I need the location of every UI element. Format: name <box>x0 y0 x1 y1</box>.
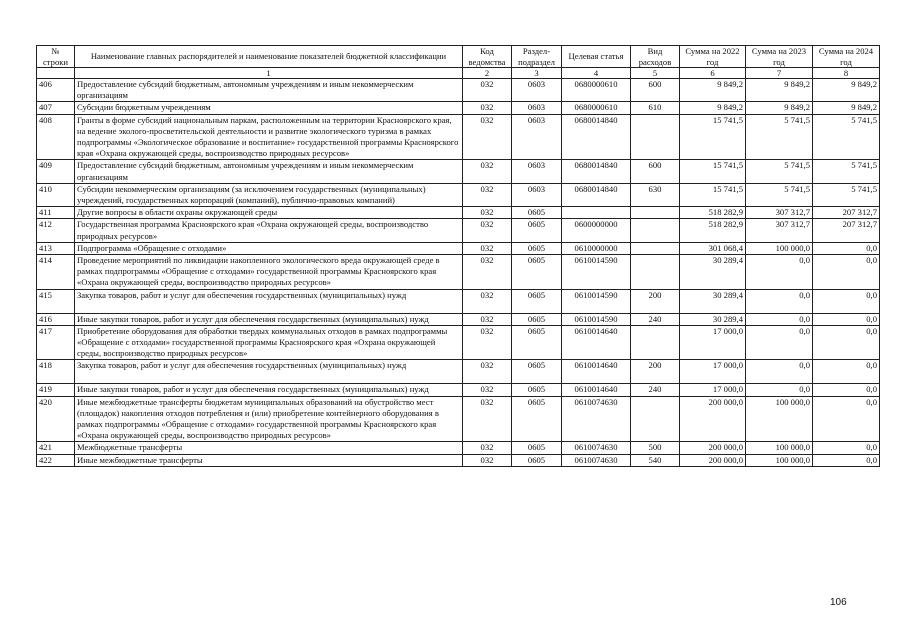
row-sum-2022: 9 849,2 <box>680 102 746 114</box>
column-number-row <box>37 68 880 79</box>
table-row <box>37 396 880 442</box>
page-number: 106 <box>830 597 847 608</box>
row-dept-code: 032 <box>463 325 512 360</box>
row-sum-2024: 0,0 <box>813 313 880 325</box>
row-name: Государственная программа Красноярского края «Охрана окружающей среды, воспроизводство природных ресурсов» <box>75 219 463 242</box>
row-sum-2024: 9 849,2 <box>813 102 880 114</box>
row-name: Закупка товаров, работ и услуг для обеспечения государственных (муниципальных) нужд <box>75 360 463 384</box>
column-number: 1 <box>75 68 463 79</box>
row-sum-2023: 100 000,0 <box>746 454 813 466</box>
row-dept-code: 032 <box>463 207 512 219</box>
table-row <box>37 114 880 160</box>
row-sum-2024: 207 312,7 <box>813 219 880 242</box>
row-exp-type: 200 <box>631 360 680 384</box>
row-dept-code: 032 <box>463 183 512 206</box>
row-sum-2024: 0,0 <box>813 289 880 313</box>
row-target: 0610014640 <box>562 360 631 384</box>
table-row <box>37 183 880 206</box>
table-row <box>37 219 880 242</box>
row-exp-type <box>631 207 680 219</box>
row-number: 412 <box>37 219 75 242</box>
row-number: 417 <box>37 325 75 360</box>
row-sum-2023: 9 849,2 <box>746 102 813 114</box>
row-number: 420 <box>37 396 75 442</box>
row-section: 0603 <box>512 79 562 102</box>
row-target: 0680014840 <box>562 183 631 206</box>
row-name: Проведение мероприятий по ликвидации накопленного экологического вреда окружающей среде в рамках подпрограммы «Обращение с отходами» государственной программы Красноярского края «Охрана окружающей среды, воспроизводство природных ресурсов» <box>75 255 463 290</box>
row-sum-2022: 200 000,0 <box>680 454 746 466</box>
row-sum-2022: 17 000,0 <box>680 384 746 396</box>
row-dept-code: 032 <box>463 219 512 242</box>
row-dept-code: 032 <box>463 289 512 313</box>
row-sum-2022: 15 741,5 <box>680 183 746 206</box>
row-sum-2022: 30 289,4 <box>680 313 746 325</box>
row-dept-code: 032 <box>463 255 512 290</box>
row-sum-2022: 15 741,5 <box>680 114 746 160</box>
row-section: 0605 <box>512 313 562 325</box>
row-name: Предоставление субсидий бюджетным, автономным учреждениям и иным некоммерческим организациям <box>75 79 463 102</box>
row-dept-code: 032 <box>463 313 512 325</box>
row-sum-2023: 0,0 <box>746 289 813 313</box>
row-exp-type: 600 <box>631 79 680 102</box>
row-number: 419 <box>37 384 75 396</box>
column-number: 6 <box>680 68 746 79</box>
row-sum-2024: 0,0 <box>813 360 880 384</box>
column-number: 2 <box>463 68 512 79</box>
row-number: 413 <box>37 242 75 254</box>
row-target: 0600000000 <box>562 219 631 242</box>
row-name: Подпрограмма «Обращение с отходами» <box>75 242 463 254</box>
row-dept-code: 032 <box>463 360 512 384</box>
row-name: Гранты в форме субсидий национальным паркам, расположенным на территории Красноярского края, на ведение эколого-просветительской деятельности и развитие экологического туризма в рамках подпрограммы «Экологическое образование и воспитание» государственной программы Красноярского края «Охрана окружающей среды, воспроизводство природных ресурсов» <box>75 114 463 160</box>
row-sum-2024: 0,0 <box>813 442 880 454</box>
header-sum-2024: Сумма на 2024 год <box>813 46 880 68</box>
row-dept-code: 032 <box>463 396 512 442</box>
row-sum-2024: 5 741,5 <box>813 160 880 183</box>
table-row <box>37 289 880 313</box>
header-sum-2022: Сумма на 2022 год <box>680 46 746 68</box>
row-section: 0605 <box>512 360 562 384</box>
table-row <box>37 79 880 102</box>
row-sum-2022: 200 000,0 <box>680 396 746 442</box>
row-exp-type <box>631 396 680 442</box>
header-row-no: № строки <box>37 46 75 68</box>
header-section: Раздел-подраздел <box>512 46 562 68</box>
row-name: Иные межбюджетные трансферты <box>75 454 463 466</box>
row-number: 407 <box>37 102 75 114</box>
row-section: 0605 <box>512 454 562 466</box>
row-sum-2023: 0,0 <box>746 360 813 384</box>
row-number: 406 <box>37 79 75 102</box>
table-row <box>37 255 880 290</box>
row-name: Межбюджетные трансферты <box>75 442 463 454</box>
row-sum-2023: 0,0 <box>746 384 813 396</box>
table-row <box>37 102 880 114</box>
row-section: 0605 <box>512 325 562 360</box>
row-number: 411 <box>37 207 75 219</box>
row-section: 0605 <box>512 396 562 442</box>
row-target: 0610074630 <box>562 396 631 442</box>
row-exp-type <box>631 242 680 254</box>
row-section: 0605 <box>512 207 562 219</box>
row-sum-2022: 30 289,4 <box>680 255 746 290</box>
row-exp-type: 200 <box>631 289 680 313</box>
row-section: 0603 <box>512 160 562 183</box>
row-sum-2023: 0,0 <box>746 325 813 360</box>
row-sum-2022: 301 068,4 <box>680 242 746 254</box>
row-number: 409 <box>37 160 75 183</box>
row-target: 0610014590 <box>562 289 631 313</box>
row-exp-type: 610 <box>631 102 680 114</box>
column-number: 7 <box>746 68 813 79</box>
row-section: 0605 <box>512 242 562 254</box>
row-section: 0605 <box>512 384 562 396</box>
row-name: Закупка товаров, работ и услуг для обеспечения государственных (муниципальных) нужд <box>75 289 463 313</box>
row-sum-2024: 0,0 <box>813 396 880 442</box>
row-dept-code: 032 <box>463 102 512 114</box>
row-dept-code: 032 <box>463 160 512 183</box>
row-section: 0605 <box>512 442 562 454</box>
row-dept-code: 032 <box>463 114 512 160</box>
row-sum-2023: 307 312,7 <box>746 219 813 242</box>
row-target: 0680014840 <box>562 114 631 160</box>
row-section: 0605 <box>512 255 562 290</box>
header-exp-type: Вид расходов <box>631 46 680 68</box>
row-sum-2022: 518 282,9 <box>680 219 746 242</box>
row-exp-type: 600 <box>631 160 680 183</box>
row-target: 0680014840 <box>562 160 631 183</box>
row-name: Иные закупки товаров, работ и услуг для обеспечения государственных (муниципальных) нужд <box>75 313 463 325</box>
row-target: 0610014640 <box>562 325 631 360</box>
row-exp-type: 240 <box>631 384 680 396</box>
row-sum-2024: 0,0 <box>813 242 880 254</box>
header-dept-code: Код ведомства <box>463 46 512 68</box>
row-sum-2024: 9 849,2 <box>813 79 880 102</box>
row-sum-2022: 9 849,2 <box>680 79 746 102</box>
row-exp-type: 540 <box>631 454 680 466</box>
row-name: Другие вопросы в области охраны окружающей среды <box>75 207 463 219</box>
header-sum-2023: Сумма на 2023 год <box>746 46 813 68</box>
row-sum-2023: 0,0 <box>746 313 813 325</box>
row-sum-2024: 5 741,5 <box>813 114 880 160</box>
row-sum-2022: 15 741,5 <box>680 160 746 183</box>
row-sum-2023: 307 312,7 <box>746 207 813 219</box>
row-number: 415 <box>37 289 75 313</box>
column-number: 3 <box>512 68 562 79</box>
row-name: Иные межбюджетные трансферты бюджетам муниципальных образований на обустройство мест (площадок) накопления отходов потребления и (или) приобретение контейнерного оборудования в рамках подпрограммы «Обращение с отходами» государственной программы Красноярского края «Охрана окружающей среды, воспроизводство природных ресурсов» <box>75 396 463 442</box>
budget-table <box>36 45 880 467</box>
row-target: 0610014590 <box>562 313 631 325</box>
column-number: 8 <box>813 68 880 79</box>
header-name: Наименование главных распорядителей и наименование показателей бюджетной классификации <box>75 46 463 68</box>
row-exp-type: 630 <box>631 183 680 206</box>
row-dept-code: 032 <box>463 79 512 102</box>
row-target: 0610074630 <box>562 442 631 454</box>
row-number: 414 <box>37 255 75 290</box>
row-target: 0610014590 <box>562 255 631 290</box>
row-target: 0610000000 <box>562 242 631 254</box>
row-target: 0610074630 <box>562 454 631 466</box>
row-sum-2023: 100 000,0 <box>746 396 813 442</box>
header-row <box>37 46 880 68</box>
table-row <box>37 313 880 325</box>
row-section: 0605 <box>512 289 562 313</box>
row-sum-2023: 100 000,0 <box>746 442 813 454</box>
table-row <box>37 242 880 254</box>
row-exp-type <box>631 114 680 160</box>
row-sum-2023: 5 741,5 <box>746 183 813 206</box>
table-row <box>37 360 880 384</box>
row-name: Предоставление субсидий бюджетным, автономным учреждениям и иным некоммерческим организациям <box>75 160 463 183</box>
row-number: 416 <box>37 313 75 325</box>
column-number: 5 <box>631 68 680 79</box>
row-number: 410 <box>37 183 75 206</box>
row-sum-2023: 5 741,5 <box>746 114 813 160</box>
row-exp-type <box>631 219 680 242</box>
table-row <box>37 442 880 454</box>
row-sum-2024: 0,0 <box>813 454 880 466</box>
row-target: 0680000610 <box>562 79 631 102</box>
row-number: 421 <box>37 442 75 454</box>
row-target: 0680000610 <box>562 102 631 114</box>
row-dept-code: 032 <box>463 242 512 254</box>
row-sum-2024: 0,0 <box>813 255 880 290</box>
row-number: 422 <box>37 454 75 466</box>
row-sum-2023: 100 000,0 <box>746 242 813 254</box>
row-sum-2022: 17 000,0 <box>680 360 746 384</box>
row-sum-2022: 518 282,9 <box>680 207 746 219</box>
row-sum-2022: 17 000,0 <box>680 325 746 360</box>
row-section: 0605 <box>512 219 562 242</box>
row-sum-2024: 0,0 <box>813 384 880 396</box>
table-row <box>37 160 880 183</box>
table-row <box>37 207 880 219</box>
row-exp-type: 240 <box>631 313 680 325</box>
row-section: 0603 <box>512 114 562 160</box>
column-number <box>37 68 75 79</box>
header-target: Целевая статья <box>562 46 631 68</box>
table-row <box>37 384 880 396</box>
row-sum-2022: 200 000,0 <box>680 442 746 454</box>
row-dept-code: 032 <box>463 442 512 454</box>
row-target: 0610014640 <box>562 384 631 396</box>
row-number: 418 <box>37 360 75 384</box>
row-target <box>562 207 631 219</box>
row-name: Приобретение оборудования для обработки твердых коммунальных отходов в рамках подпрограммы «Обращение с отходами» государственной программы Красноярского края «Охрана окружающей среды, воспроизводство природных ресурсов» <box>75 325 463 360</box>
row-exp-type <box>631 325 680 360</box>
row-exp-type <box>631 255 680 290</box>
column-number: 4 <box>562 68 631 79</box>
row-number: 408 <box>37 114 75 160</box>
row-sum-2023: 5 741,5 <box>746 160 813 183</box>
row-sum-2024: 207 312,7 <box>813 207 880 219</box>
row-section: 0603 <box>512 183 562 206</box>
row-dept-code: 032 <box>463 384 512 396</box>
row-sum-2022: 30 289,4 <box>680 289 746 313</box>
row-name: Субсидии некоммерческим организациям (за исключением государственных (муниципальных) учреждений, государственных корпораций (компаний), публично-правовых компаний) <box>75 183 463 206</box>
row-name: Иные закупки товаров, работ и услуг для обеспечения государственных (муниципальных) нужд <box>75 384 463 396</box>
table-row <box>37 454 880 466</box>
table-row <box>37 325 880 360</box>
row-exp-type: 500 <box>631 442 680 454</box>
row-sum-2023: 9 849,2 <box>746 79 813 102</box>
row-sum-2024: 5 741,5 <box>813 183 880 206</box>
row-dept-code: 032 <box>463 454 512 466</box>
row-section: 0603 <box>512 102 562 114</box>
row-sum-2024: 0,0 <box>813 325 880 360</box>
row-sum-2023: 0,0 <box>746 255 813 290</box>
row-name: Субсидии бюджетным учреждениям <box>75 102 463 114</box>
